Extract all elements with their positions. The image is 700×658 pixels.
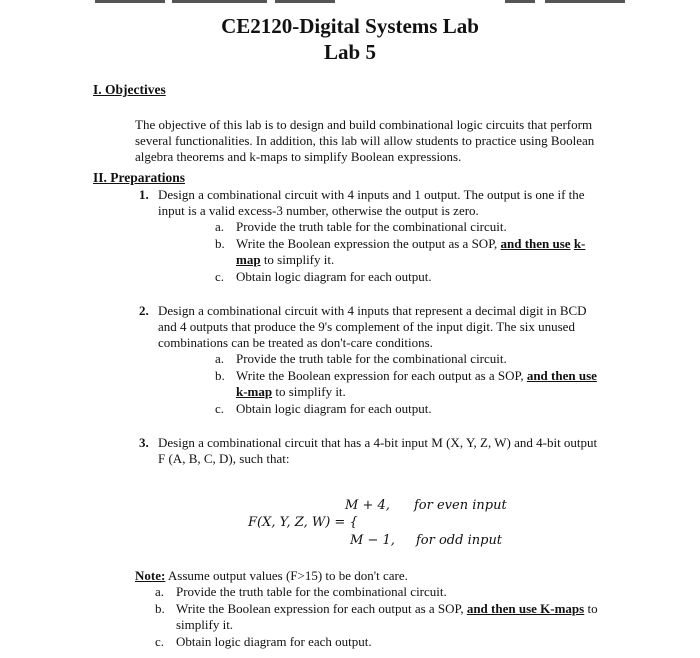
subitem-text [236,236,585,252]
subitem-text: Obtain logic diagram for each output. [236,401,432,416]
question-text: F (A, B, C, D), such that: [158,451,290,466]
header-fragment [172,0,267,3]
header-fragment [505,0,535,3]
subitem-text: simplify it. [176,617,234,632]
subitem-text: Provide the truth table for the combinational circuit. [236,351,507,366]
emphasis-text: and then use K-maps [466,601,585,616]
subitem-marker: c. [215,269,225,284]
subitem-text-part: to simplify it. [263,252,335,267]
formula-case-expression: M + 4, [345,498,390,513]
question-text: Design a combinational circuit with 4 inputs that represent a decimal digit in BCD [158,303,587,318]
subitem-text: Provide the truth table for the combinational circuit. [236,219,507,234]
cut-off-header-line [0,0,700,8]
note [135,568,408,584]
question-text: Design a combinational circuit with 4 inputs and 1 output. The output is one if the [158,187,585,202]
emphasis-text: and then use [500,236,571,251]
question-number: 1. [139,187,149,202]
objectives-line: algebra theorems and k-maps to simplify Boolean expressions. [135,149,462,164]
emphasis-text: and then use [526,368,597,383]
emphasis-text: k- [573,236,586,251]
subitem-marker: b. [155,601,165,616]
note-label: Note: [135,568,166,583]
lab-number: Lab 5 [324,40,376,64]
subitem-text-part: to [587,601,598,616]
note-text: Assume output values (F>15) to be don't care. [167,568,408,583]
subitem-marker: c. [155,634,165,649]
question-text: and 4 outputs that produce the 9's complement of the input digit. The six unused [158,319,575,334]
subitem-text: Obtain logic diagram for each output. [176,634,372,649]
subitem-text [176,601,598,617]
header-fragment [275,0,335,3]
formula-lhs: F(X, Y, Z, W) = { [248,515,358,530]
subitem-text: Provide the truth table for the combinational circuit. [176,584,447,599]
subitem-marker: a. [215,351,225,366]
question-number: 3. [139,435,149,450]
preparations-heading: II. Preparations [93,170,186,185]
emphasis-text: map [236,252,261,267]
objectives-heading: I. Objectives [93,82,166,97]
subitem-marker: c. [215,401,225,416]
header-fragment [545,0,625,3]
subitem-marker: b. [215,236,225,251]
objectives-line: several functionalities. In addition, this lab will allow students to practice using Boolean [135,133,595,148]
document-title: CE2120-Digital Systems Lab [221,14,479,38]
formula-case-condition: for even input [414,498,507,513]
subitem-marker: a. [215,219,225,234]
subitem-text-part: Write the Boolean expression for each output as a SOP, [236,368,524,383]
subitem-text: Obtain logic diagram for each output. [236,269,432,284]
question-text: input is a valid excess-3 number, otherwise the output is zero. [158,203,479,218]
subitem-text [236,252,334,268]
subitem-marker: b. [215,368,225,383]
formula-case-expression: M − 1, [350,533,395,548]
objectives-line: The objective of this lab is to design and build combinational logic circuits that perform [135,117,593,132]
question-text: Design a combinational circuit that has a 4-bit input M (X, Y, Z, W) and 4-bit output [158,435,598,450]
question-text: combinations can be treated as don't-care conditions. [158,335,433,350]
header-fragment [95,0,165,3]
subitem-text-part: Write the Boolean expression for each output as a SOP, [176,601,464,616]
formula-case-condition: for odd input [416,533,503,548]
subitem-text-part: to simplify it. [275,384,346,399]
question-number: 2. [139,303,149,318]
emphasis-text: k-map [236,384,273,399]
subitem-text [236,384,346,400]
subitem-marker: a. [155,584,165,599]
subitem-text-part: Write the Boolean expression the output as a SOP, [236,236,498,251]
subitem-text [236,368,597,384]
